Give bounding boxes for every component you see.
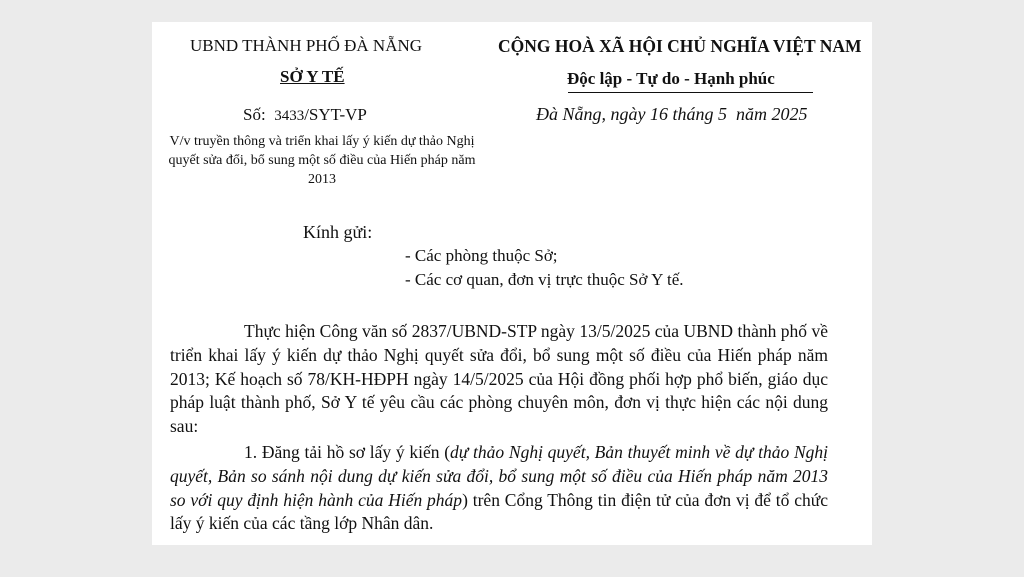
item1-end: ) trên Cổng Thông tin điện tử của đơn vị để tổ chức lấy ý kiến của các tầng lớp Nhân dân. (170, 489, 828, 534)
issuing-agency: UBND THÀNH PHỐ ĐÀ NẴNG (190, 36, 423, 55)
document-body (170, 320, 828, 536)
number-suffix: /SYT-VP (304, 105, 367, 124)
item1-start: 1. Đăng tải hồ sơ lấy ý kiến ( (244, 441, 451, 462)
month-label: tháng (672, 104, 714, 124)
number-value: 3433 (274, 108, 305, 124)
number-label: Số: (243, 105, 266, 124)
document-number (243, 105, 367, 125)
national-motto: Độc lập - Tự do - Hạnh phúc (567, 69, 775, 88)
item1-italic: dự thảo Nghị quyết, Bản thuyết minh về dự thảo Nghị quyết, Bản so sánh nội dung dự kiến sửa đổi, bổ sung một số điều của Hiến pháp năm 2013 so với quy định hiện hành của Hiến pháp (170, 441, 828, 510)
recipient-item: - Các cơ quan, đơn vị trực thuộc Sở Y tế. (405, 270, 684, 289)
recipient-item: - Các phòng thuộc Sở; (405, 246, 558, 265)
recipients-label: Kính gửi: (303, 222, 373, 242)
date-year: 2025 (771, 104, 808, 124)
place-date (536, 104, 808, 125)
department-name: SỞ Y TẾ (280, 67, 345, 86)
national-title: CỘNG HOÀ XÃ HỘI CHỦ NGHĨA VIỆT NAM (498, 36, 862, 56)
document-subject: V/v truyền thông và triển khai lấy ý kiến dự thảo Nghị quyết sửa đổi, bổ sung một số điều của Hiến pháp năm 2013 (168, 134, 476, 187)
motto-underline (568, 92, 813, 93)
place-prefix: Đà Nẵng, ngày (536, 104, 646, 124)
date-day: 16 (650, 104, 668, 124)
date-month: 5 (718, 104, 728, 124)
year-label: năm (736, 104, 768, 124)
body-paragraph: Thực hiện Công văn số 2837/UBND-STP ngày 13/5/2025 của UBND thành phố về triển khai lấy ý kiến dự thảo Nghị quyết sửa đổi, bổ sung một số điều của Hiến pháp năm 2013; Kế hoạch số 78/KH-HĐPH ngày 14/5/2025 của Hội đồng phối hợp phổ biến, giáo dục pháp luật thành phố, Sở Y tế yêu cầu các phòng chuyên môn, đơn vị thực hiện các nội dung sau: (170, 321, 828, 437)
body-item-1 (170, 441, 828, 536)
